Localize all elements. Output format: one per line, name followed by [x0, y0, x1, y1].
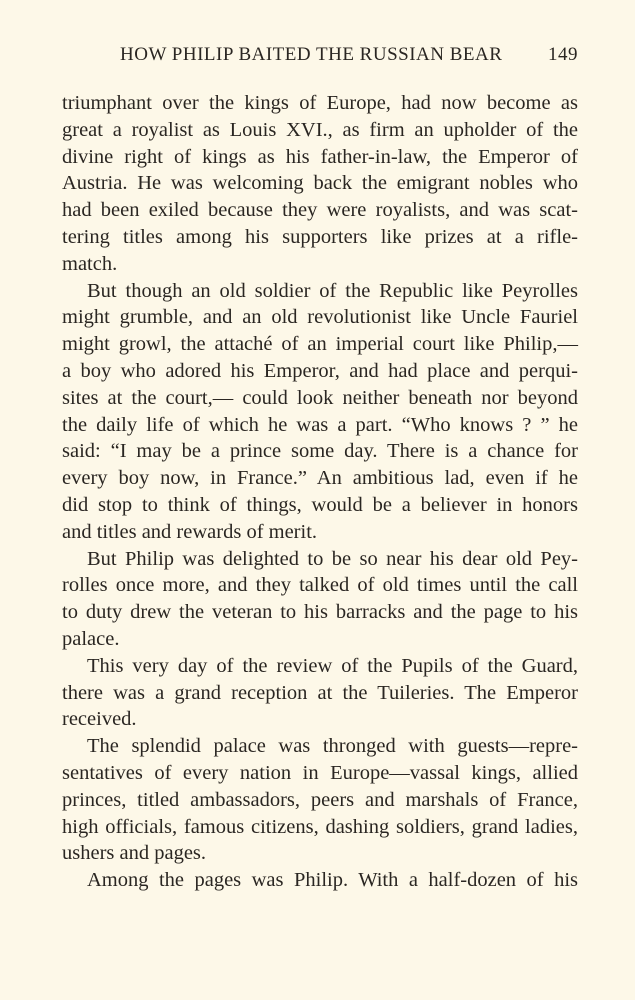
text-line: and titles and rewards of merit.	[62, 520, 318, 543]
text-line: the daily life of which he was a part. “Who knows ? ” he	[62, 413, 578, 436]
running-title: HOW PHILIP BAITED THE RUSSIAN BEAR	[120, 44, 503, 65]
text-line: divine right of kings as his father-in-law, the Emperor of	[62, 145, 578, 168]
text-line: triumphant over the kings of Europe, had now become as	[62, 92, 578, 114]
text-line: Among the pages was Philip. With a half-dozen of his	[87, 869, 578, 892]
text-line: But Philip was delighted to be so near his dear old Pey-	[87, 547, 578, 570]
body-text	[62, 90, 578, 894]
text-line: received.	[62, 708, 137, 731]
text-line: might growl, the attaché of an imperial court like Philip,—	[62, 333, 578, 356]
text-line: tering titles among his supporters like prizes at a rifle-	[62, 225, 578, 248]
text-line: had been exiled because they were royalists, and was scat-	[62, 199, 578, 222]
text-line: a boy who adored his Emperor, and had place and perqui-	[62, 359, 578, 382]
running-head	[62, 44, 578, 68]
text-line: to duty drew the veteran to his barracks and the page to his	[62, 601, 578, 624]
text-line: sites at the court,— could look neither beneath nor beyond	[62, 386, 578, 409]
text-line: palace.	[62, 627, 120, 650]
text-line: rolles once more, and they talked of old times until the call	[62, 574, 578, 597]
text-line: Austria. He was welcoming back the emigrant nobles who	[62, 172, 578, 195]
page-number: 149	[548, 44, 578, 65]
text-line: sentatives of every nation in Europe—vassal kings, allied	[62, 761, 578, 784]
text-line: high officials, famous citizens, dashing soldiers, grand ladies,	[62, 815, 578, 838]
text-line: ushers and pages.	[62, 842, 207, 865]
text-line: This very day of the review of the Pupils of the Guard,	[87, 654, 578, 677]
text-line: princes, titled ambassadors, peers and marshals of France,	[62, 788, 578, 811]
text-line: match.	[62, 252, 118, 275]
text-line: every boy now, in France.” An ambitious lad, even if he	[62, 467, 578, 490]
text-line: But though an old soldier of the Republic like Peyrolles	[87, 279, 578, 302]
text-line: there was a grand reception at the Tuileries. The Emperor	[62, 681, 578, 704]
text-line: did stop to think of things, would be a believer in honors	[62, 493, 578, 516]
text-line: might grumble, and an old revolutionist like Uncle Fauriel	[62, 306, 578, 329]
text-line: The splendid palace was thronged with guests—repre-	[87, 735, 578, 758]
text-line: great a royalist as Louis XVI., as firm an upholder of the	[62, 118, 578, 141]
text-line: said: “I may be a prince some day. There is a chance for	[62, 440, 578, 463]
